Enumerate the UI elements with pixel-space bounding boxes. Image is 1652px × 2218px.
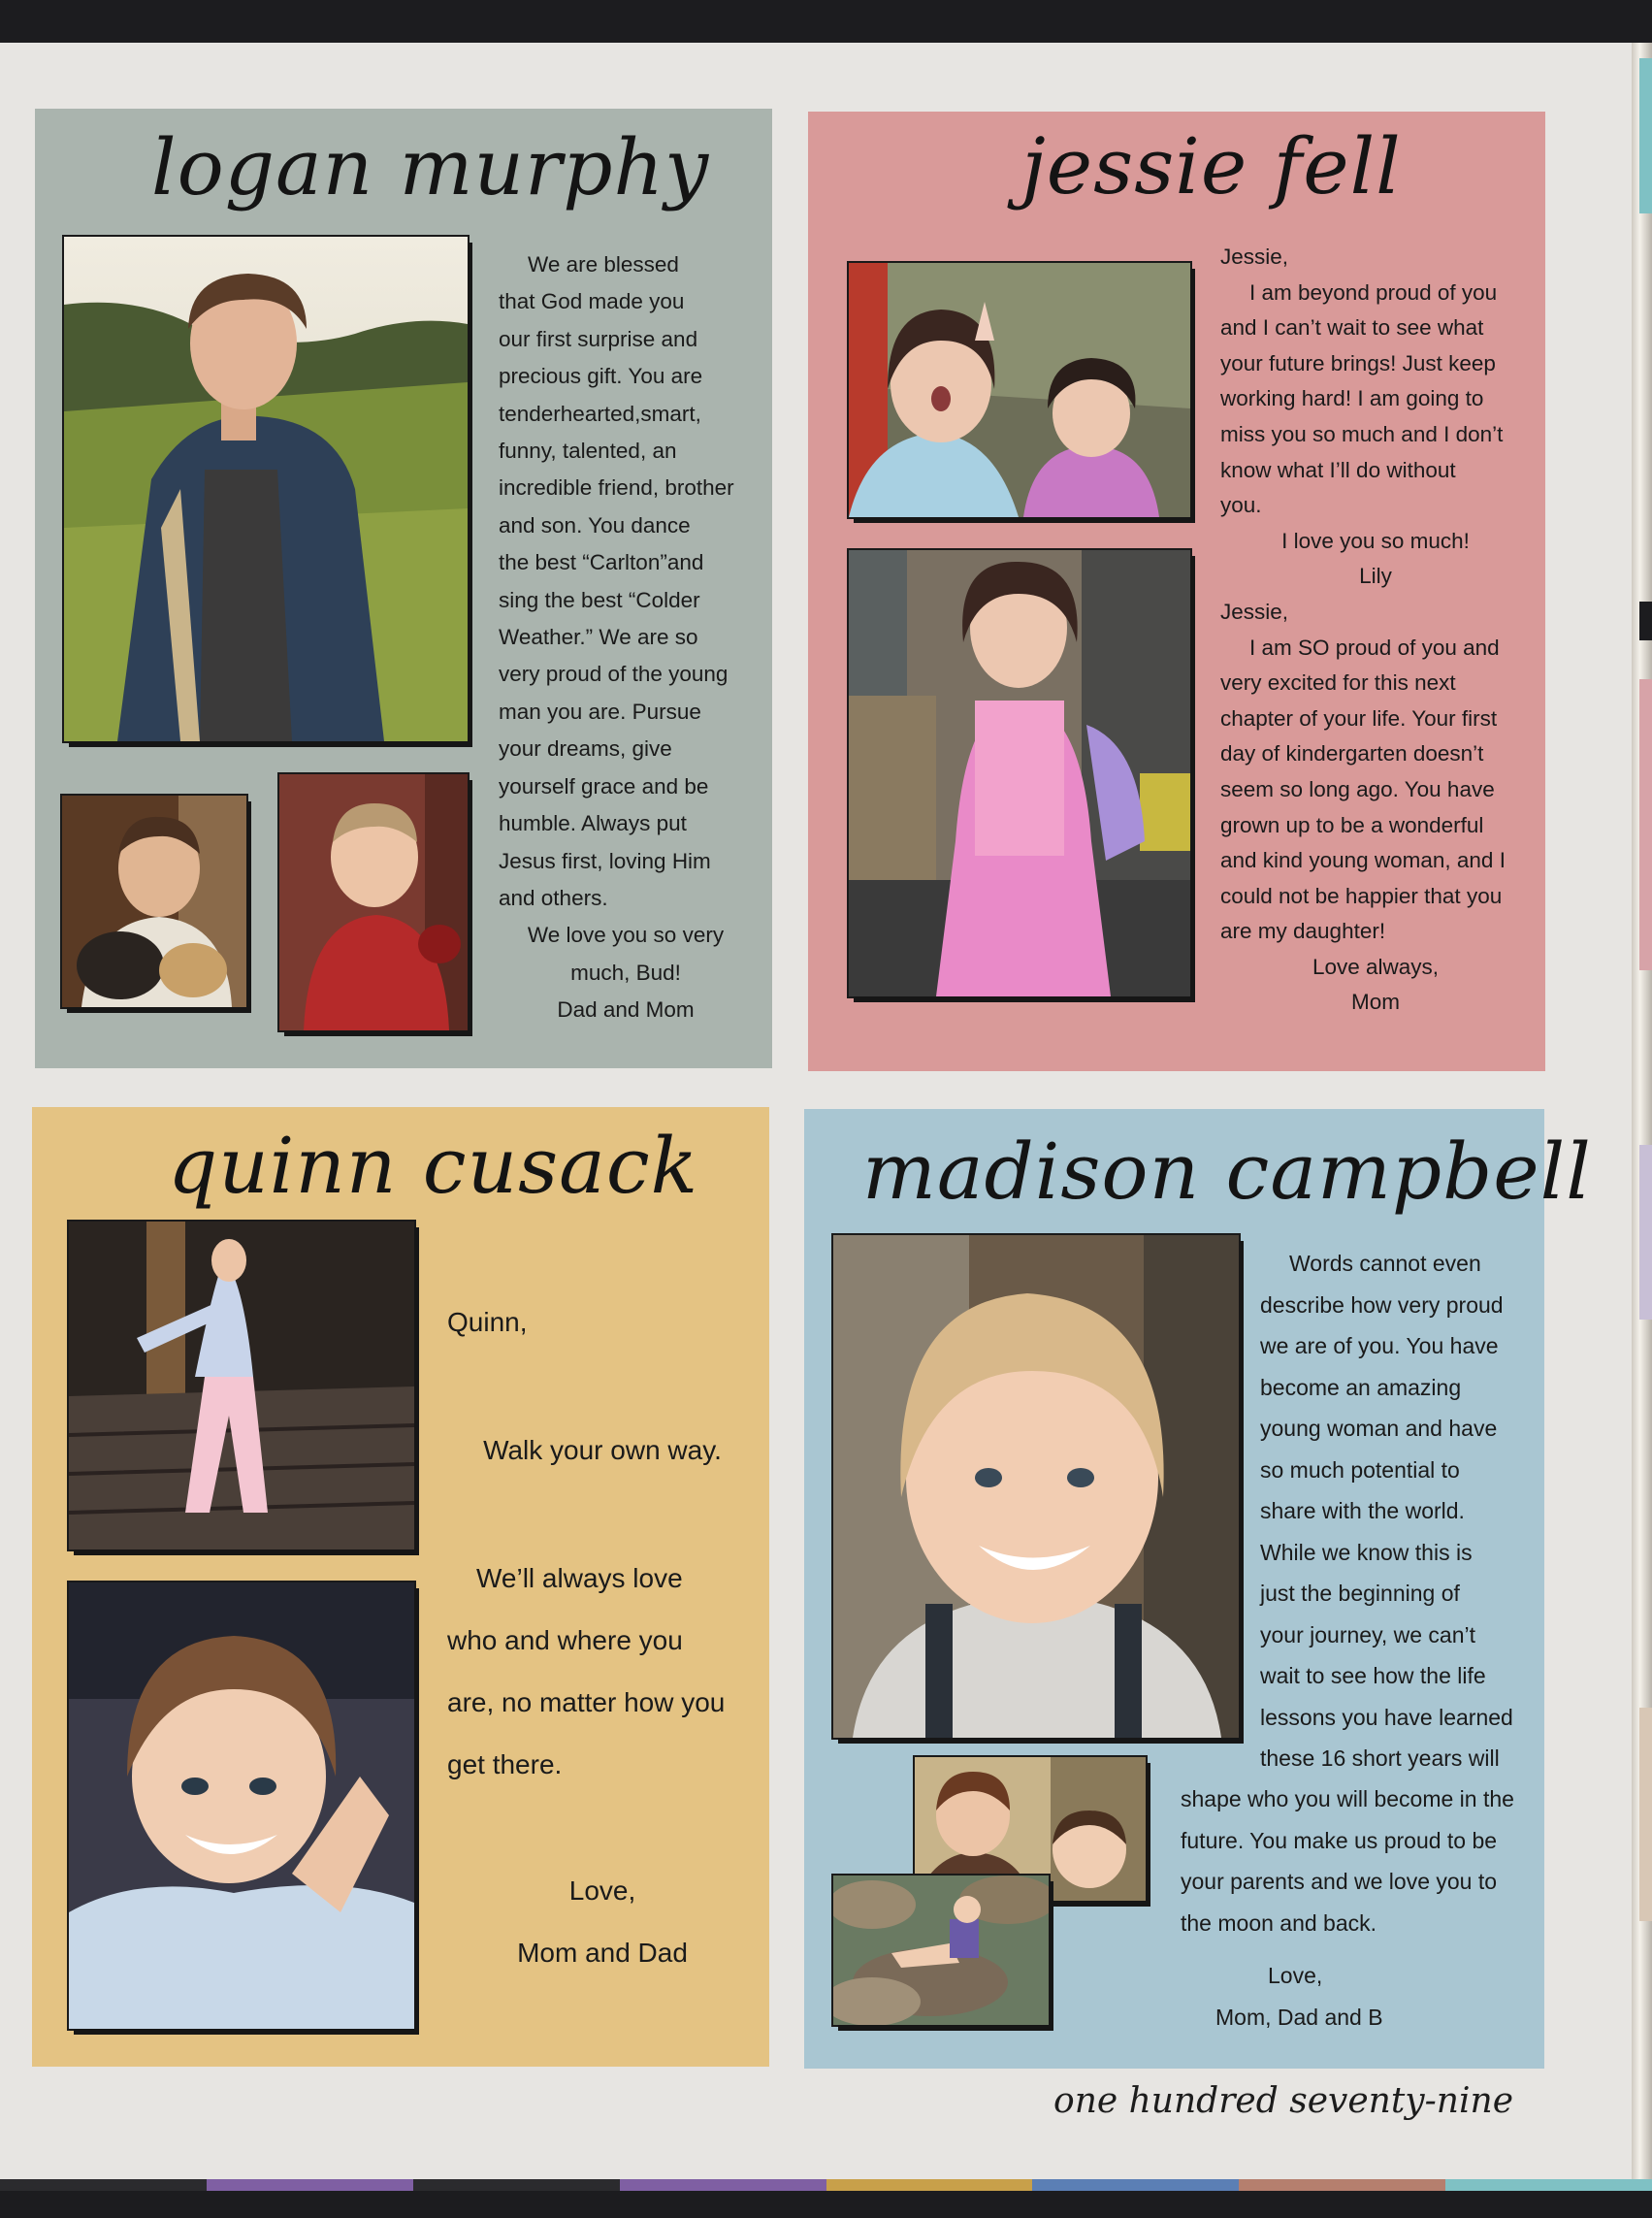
message-line: and kind young woman, and I: [1220, 848, 1506, 873]
message-line: and I can’t wait to see what: [1220, 315, 1484, 341]
message-line: grown up to be a wonderful: [1220, 812, 1484, 837]
photo-logan-teen: [64, 237, 468, 741]
message-line: Jessie,: [1220, 599, 1289, 624]
message-line: Jessie,: [1220, 245, 1289, 269]
message-line: the moon and back.: [1181, 1909, 1377, 1936]
message-line: so much potential to: [1260, 1456, 1460, 1483]
message-line: We are blessed: [528, 252, 679, 277]
message-line: miss you so much and I don’t: [1220, 421, 1504, 446]
closing-line: We love you so very: [527, 923, 725, 948]
message-line: you.: [1220, 493, 1262, 518]
message-line: sing the best “Colder: [499, 587, 700, 612]
message-line: and others.: [499, 885, 608, 910]
message-line: describe how very proud: [1260, 1291, 1504, 1318]
closing-line: I love you so much!: [1281, 528, 1470, 553]
message-line: chapter of your life. Your first: [1220, 705, 1498, 731]
message-line: humble. Always put: [499, 811, 687, 836]
message-line: are, no matter how you: [447, 1687, 726, 1717]
tribute-quinn-cusack: [32, 1107, 769, 2067]
signature: Lily: [1359, 564, 1392, 589]
message-line: share with the world.: [1260, 1498, 1465, 1523]
message-line: could not be happier that you: [1220, 883, 1503, 908]
message-line: I am beyond proud of you: [1249, 279, 1498, 305]
message-madison: [1260, 1243, 1522, 1779]
message-line: tenderhearted,smart,: [499, 401, 701, 426]
message-line: yourself grace and be: [499, 773, 709, 799]
photo-jessie-kindergarten: [849, 550, 1190, 996]
message-line: funny, talented, an: [499, 439, 677, 464]
message-line: these 16 short years will: [1260, 1745, 1500, 1771]
closing-line: Love always,: [1312, 954, 1440, 979]
message-line: that God made you: [499, 289, 685, 314]
message-line: precious gift. You are: [499, 364, 703, 389]
message-line: future. You make us proud to be: [1181, 1827, 1498, 1853]
message-line: While we know this is: [1260, 1539, 1473, 1565]
photo-madison-toddler: [833, 1235, 1239, 1738]
message-line: Weather.” We are so: [499, 625, 698, 650]
message-line: incredible friend, brother: [499, 475, 734, 501]
page-number: one hundred seventy-nine: [1053, 2081, 1513, 2121]
message-line: who and where you: [447, 1625, 683, 1655]
message-line: your journey, we can’t: [1260, 1621, 1476, 1647]
tribute-madison-campbell: [804, 1109, 1592, 2069]
photo-quinn-toddler: [69, 1582, 414, 2029]
message-line: shape who you will become in the: [1181, 1786, 1514, 1811]
message-line: very excited for this next: [1220, 670, 1456, 696]
photo-logan-toddler: [279, 774, 468, 1030]
edge-tab: [1639, 602, 1652, 640]
bottom-color-strip: [0, 2179, 1652, 2191]
message-line: your dreams, give: [499, 736, 672, 762]
message-line: and son. You dance: [499, 512, 691, 538]
signature: Mom: [1351, 990, 1400, 1015]
message-jessie: [1220, 240, 1531, 1021]
signature: Mom, Dad and B: [1215, 2004, 1383, 2030]
message-line: seem so long ago. You have: [1220, 776, 1495, 801]
name-title: quinn cusack: [168, 1121, 699, 1211]
closing-line: Love,: [568, 1876, 636, 1906]
message-line: very proud of the young: [499, 662, 729, 687]
name-title: jessie fell: [1021, 121, 1402, 212]
message-line: get there.: [447, 1749, 563, 1779]
photo-logan-child: [62, 796, 246, 1007]
edge-tab: [1639, 58, 1652, 213]
message-quinn: [447, 1291, 758, 1984]
closing-line: much, Bud!: [570, 960, 681, 985]
message-line: young woman and have: [1260, 1416, 1498, 1441]
message-line: your parents and we love you to: [1181, 1869, 1498, 1894]
message-line: day of kindergarten doesn’t: [1220, 741, 1484, 767]
message-line: know what I’ll do without: [1220, 457, 1456, 482]
tribute-logan-murphy: [35, 109, 772, 1068]
photo-quinn-dancing: [69, 1222, 414, 1549]
message-madison-continued: [1181, 1778, 1530, 2038]
message-line: are my daughter!: [1220, 919, 1386, 944]
closing-line: Love,: [1268, 1963, 1323, 1988]
edge-tab: [1639, 1708, 1652, 1921]
message-line: become an amazing: [1260, 1374, 1462, 1400]
signature: Mom and Dad: [517, 1938, 688, 1968]
message-line: the best “Carlton”and: [499, 550, 704, 575]
message-line: we are of you. You have: [1260, 1333, 1499, 1358]
message-line: Walk your own way.: [483, 1435, 722, 1465]
message-logan: [499, 246, 753, 1029]
message-line: working hard! I am going to: [1220, 386, 1484, 411]
photo-jessie-with-friend: [849, 263, 1190, 517]
name-title: madison campbell: [862, 1126, 1592, 1217]
message-line: man you are. Pursue: [499, 699, 701, 724]
message-line: lessons you have learned: [1260, 1704, 1513, 1730]
name-title: logan murphy: [151, 122, 710, 212]
message-line: We’ll always love: [476, 1563, 683, 1593]
greeting: Quinn,: [447, 1307, 528, 1337]
message-line: your future brings! Just keep: [1220, 350, 1496, 375]
message-line: Jesus first, loving Him: [499, 848, 711, 873]
photo-madison-rocks: [833, 1876, 1049, 2025]
edge-tab: [1639, 679, 1652, 970]
message-line: wait to see how the life: [1260, 1663, 1486, 1688]
edge-tab: [1639, 1145, 1652, 1320]
signature: Dad and Mom: [557, 997, 695, 1023]
message-line: our first surprise and: [499, 326, 698, 351]
tribute-jessie-fell: [808, 112, 1545, 1071]
message-line: I am SO proud of you and: [1249, 635, 1500, 660]
message-line: just the beginning of: [1260, 1581, 1460, 1606]
message-line: Words cannot even: [1289, 1251, 1481, 1276]
